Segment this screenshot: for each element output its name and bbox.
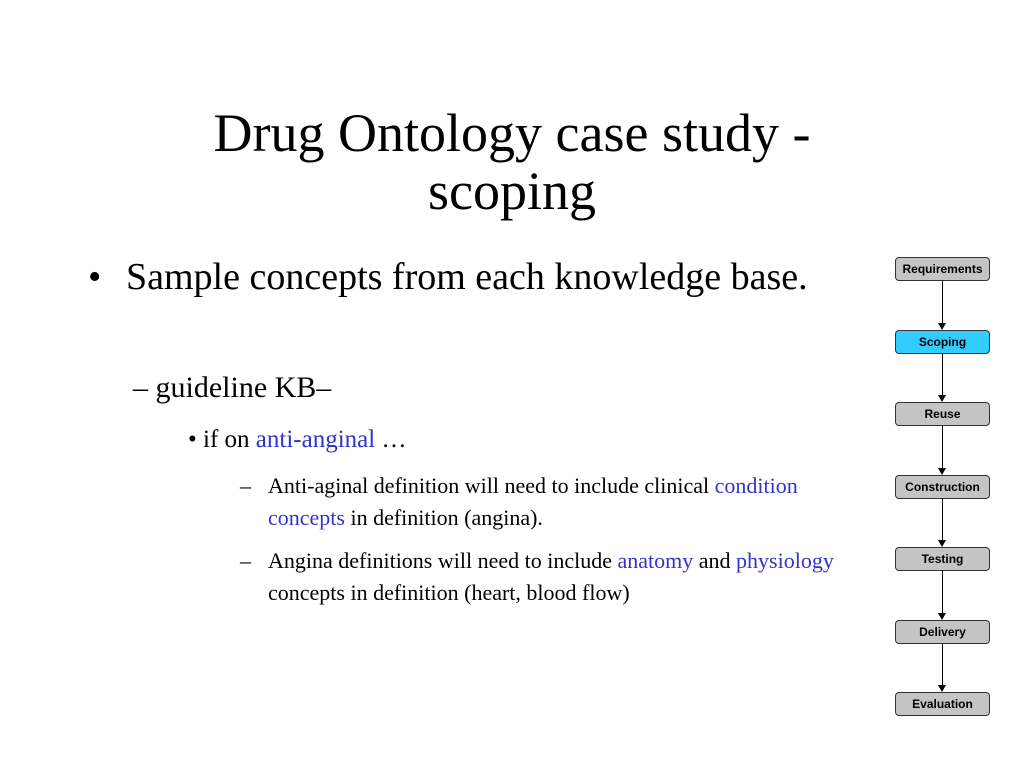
bullet-marker: • — [188, 426, 197, 453]
bullet-text-suffix: … — [375, 426, 407, 453]
arrow-down-icon — [938, 685, 946, 692]
arrow-down-icon — [938, 395, 946, 402]
arrow-down-icon — [938, 323, 946, 330]
arrow-down-icon — [938, 613, 946, 620]
highlight-anti-anginal: anti-anginal — [255, 426, 376, 453]
bullet-text-prefix: if on — [203, 426, 256, 453]
flow-connector — [942, 499, 943, 540]
arrow-down-icon — [938, 468, 946, 475]
text-part: Anti-aginal definition will need to include clinical — [268, 473, 715, 498]
flow-step-delivery: Delivery — [895, 620, 990, 644]
text-part: and — [693, 548, 737, 573]
flow-step-reuse: Reuse — [895, 402, 990, 426]
flow-step-evaluation: Evaluation — [895, 692, 990, 716]
highlight-anatomy: anatomy — [617, 548, 694, 573]
arrow-down-icon — [938, 540, 946, 547]
text-part: concepts in definition (heart, blood flow) — [268, 580, 630, 605]
flow-connector — [942, 644, 943, 685]
highlight-condition-concepts: condition concepts — [268, 473, 798, 530]
flow-connector — [942, 426, 943, 468]
flow-connector — [942, 354, 943, 395]
slide-title-line1: Drug Ontology case study - — [213, 103, 811, 163]
flow-step-requirements: Requirements — [895, 257, 990, 281]
flow-connector — [942, 571, 943, 613]
flow-step-construction: Construction — [895, 475, 990, 499]
highlight-physiology: physiology — [736, 548, 834, 573]
text-part: Angina definitions will need to include — [268, 548, 618, 573]
bullet-text: guideline KB– — [155, 371, 332, 404]
bullet-marker: – — [133, 371, 148, 404]
slide-title-line2: scoping — [428, 161, 596, 221]
bullet-marker: – — [240, 473, 251, 498]
bullet-marker: – — [240, 548, 251, 573]
bullet-marker: • — [88, 256, 102, 298]
flow-step-testing: Testing — [895, 547, 990, 571]
bullet-text: Sample concepts from each knowledge base. — [126, 256, 808, 298]
flow-step-scoping: Scoping — [895, 330, 990, 354]
flow-connector — [942, 281, 943, 323]
text-part: in definition (angina). — [344, 505, 543, 530]
